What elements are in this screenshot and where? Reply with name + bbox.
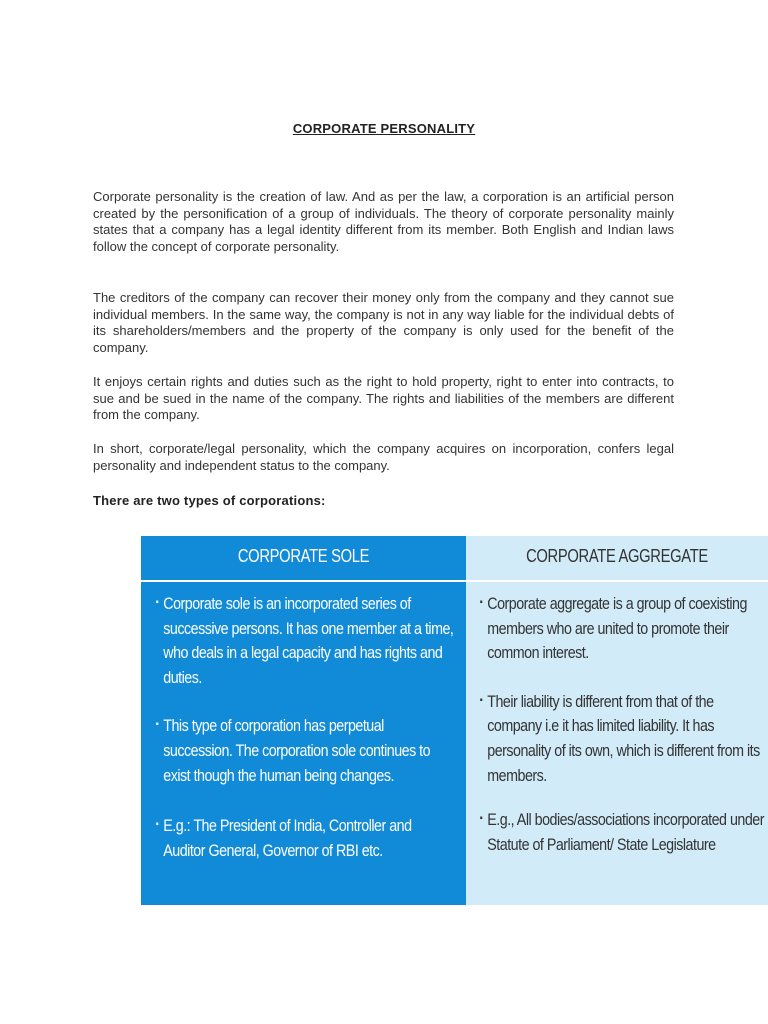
bullet-icon: ▪ [479, 813, 483, 825]
list-item-text: E.g.: The President of India, Controller and Auditor General, Governor of RBI etc. [163, 816, 412, 860]
paragraph-creditors: The creditors of the company can recover their money only from the company and they cannot sue individual members. In the same way, the company is not in any way liable for the individual debts of its shareholders/members and the property of the company is only used for the benefit of the company. [93, 290, 674, 356]
corporate-aggregate-column [466, 536, 768, 905]
types-heading: There are two types of corporations: [93, 493, 326, 508]
corporation-types-table [141, 536, 768, 905]
corporate-aggregate-heading: CORPORATE AGGREGATE [526, 546, 708, 566]
bullet-icon: ▪ [479, 597, 483, 608]
header-divider [141, 580, 466, 582]
corporate-sole-column [141, 536, 466, 905]
list-item-text: Their liability is different from that of the company i.e it has limited liability. It has personality of its own, which is different from its members. [487, 691, 760, 785]
list-item [473, 592, 768, 666]
page-title: CORPORATE PERSONALITY [292, 121, 476, 136]
list-item-text: This type of corporation has perpetual succession. The corporation sole continues to exist though the human being changes. [163, 716, 431, 785]
corporate-sole-heading: CORPORATE SOLE [237, 546, 370, 566]
list-item-text: E.g., All bodies/associations incorporated under Statute of Parliament/ State Legislature [487, 810, 764, 854]
bullet-icon: ▪ [155, 819, 159, 831]
corporate-sole-list [141, 592, 466, 887]
list-item [473, 690, 768, 788]
list-item [149, 714, 456, 788]
list-item [473, 808, 768, 857]
bullet-icon: ▪ [155, 597, 159, 608]
list-item-text: Corporate aggregate is a group of coexisting members who are united to promote their common interest. [487, 594, 747, 663]
paragraph-summary: In short, corporate/legal personality, which the company acquires on incorporation, confers legal personality and independent status to the company. [93, 441, 674, 473]
corporate-aggregate-list [466, 592, 768, 881]
paragraph-rights: It enjoys certain rights and duties such as the right to hold property, right to enter into contracts, to sue and be sued in the name of the company. The rights and liabilities of the members are different from the company. [93, 374, 674, 423]
list-item [149, 592, 456, 690]
list-item-text: Corporate sole is an incorporated series of successive persons. It has one member at a time, who deals in a legal capacity and has rights and duties. [163, 594, 454, 687]
bullet-icon: ▪ [479, 694, 483, 706]
list-item [149, 814, 456, 863]
bullet-icon: ▪ [155, 719, 159, 731]
paragraph-definition: Corporate personality is the creation of law. And as per the law, a corporation is an artificial person created by the personification of a group of individuals. The theory of corporate personality mainly states that a company has a legal identity different from its member. Both English and Indian laws follow the concept of corporate personality. [93, 189, 674, 255]
header-divider [466, 580, 768, 582]
